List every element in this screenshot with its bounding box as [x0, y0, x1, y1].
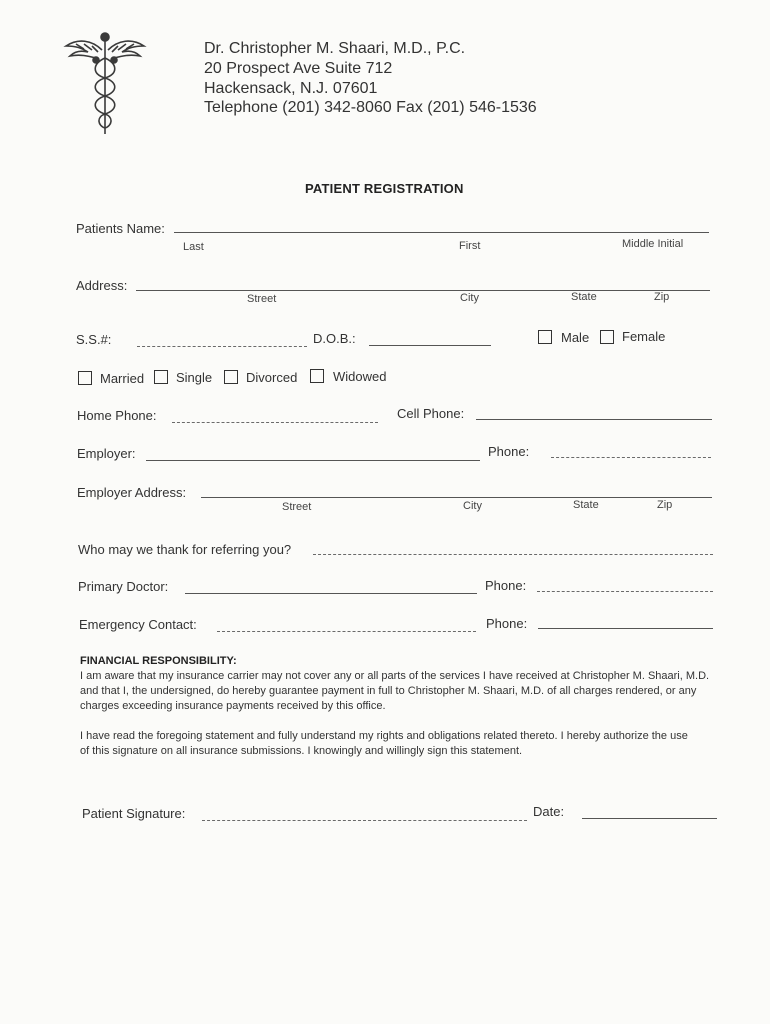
doctor-phone-field[interactable] [537, 591, 713, 592]
patient-signature-field[interactable] [202, 820, 527, 821]
address-label: Address: [76, 278, 128, 293]
practice-name: Dr. Christopher M. Shaari, M.D., P.C. [204, 40, 466, 57]
single-label: Single [176, 370, 213, 385]
address-field[interactable] [136, 290, 710, 291]
name-last-caption: Last [183, 241, 204, 253]
married-checkbox[interactable] [78, 371, 92, 385]
referral-label: Who may we thank for referring you? [78, 542, 292, 557]
primary-doctor-label: Primary Doctor: [78, 579, 169, 594]
caduceus-icon [62, 28, 148, 140]
ss-field[interactable] [137, 346, 307, 347]
dob-label: D.O.B.: [313, 331, 356, 346]
widowed-checkbox[interactable] [310, 369, 324, 383]
primary-doctor-field[interactable] [185, 593, 477, 594]
emergency-phone-field[interactable] [538, 628, 713, 629]
patients-name-field[interactable] [174, 232, 709, 233]
date-label: Date: [533, 804, 565, 819]
employer-city-caption: City [463, 500, 482, 512]
male-checkbox[interactable] [538, 330, 552, 344]
home-phone-label: Home Phone: [77, 408, 157, 423]
divorced-label: Divorced [246, 370, 298, 385]
employer-address-label: Employer Address: [77, 485, 187, 500]
address-state-caption: State [571, 291, 597, 303]
dob-field[interactable] [369, 345, 491, 346]
address-zip-caption: Zip [654, 291, 670, 303]
cell-phone-field[interactable] [476, 419, 712, 420]
female-checkbox[interactable] [600, 330, 614, 344]
address-street-caption: Street [247, 293, 277, 305]
date-field[interactable] [582, 818, 717, 819]
address-city-caption: City [460, 292, 479, 304]
single-checkbox[interactable] [154, 370, 168, 384]
home-phone-field[interactable] [172, 422, 378, 423]
practice-address-city: Hackensack, N.J. 07601 [204, 80, 378, 97]
widowed-label: Widowed [333, 369, 387, 384]
page-title: PATIENT REGISTRATION [305, 181, 464, 196]
financial-paragraph-1: I am aware that my insurance carrier may not cover any or all parts of the services I have received at Christopher M. Shaari, M.D. and that I, the undersigned, do hereby guarantee payment in full to Christopher M. Shaari, M.D. of all charges rendered, or any charges exceeding insurance payments received by this office. [80, 670, 710, 712]
financial-paragraph-2: I have read the foregoing statement and fully understand my rights and obligations related thereto. I hereby authorize the use of this signature on all insurance submissions. I knowingly and willingly sign this statement. [80, 730, 688, 757]
financial-heading: FINANCIAL RESPONSIBILITY: [80, 655, 237, 667]
employer-street-caption: Street [282, 501, 312, 513]
patients-name-label: Patients Name: [76, 221, 165, 236]
practice-phone-fax: Telephone (201) 342-8060 Fax (201) 546-1536 [204, 99, 537, 116]
emergency-contact-label: Emergency Contact: [79, 617, 197, 632]
employer-state-caption: State [573, 499, 599, 511]
ss-label: S.S.#: [76, 332, 112, 347]
emergency-phone-label: Phone: [486, 616, 528, 631]
employer-zip-caption: Zip [657, 499, 673, 511]
employer-address-field[interactable] [201, 497, 712, 498]
name-middle-initial-caption: Middle Initial [622, 238, 684, 250]
referral-field[interactable] [313, 554, 713, 555]
employer-phone-field[interactable] [551, 457, 711, 458]
female-label: Female [622, 329, 666, 344]
employer-label: Employer: [77, 446, 136, 461]
patient-signature-label: Patient Signature: [82, 806, 186, 821]
doctor-phone-label: Phone: [485, 578, 527, 593]
employer-phone-label: Phone: [488, 444, 530, 459]
male-label: Male [561, 330, 590, 345]
employer-field[interactable] [146, 460, 480, 461]
practice-address-street: 20 Prospect Ave Suite 712 [204, 60, 393, 77]
divorced-checkbox[interactable] [224, 370, 238, 384]
cell-phone-label: Cell Phone: [397, 406, 465, 421]
married-label: Married [100, 371, 145, 386]
name-first-caption: First [459, 240, 481, 252]
emergency-contact-field[interactable] [217, 631, 476, 632]
